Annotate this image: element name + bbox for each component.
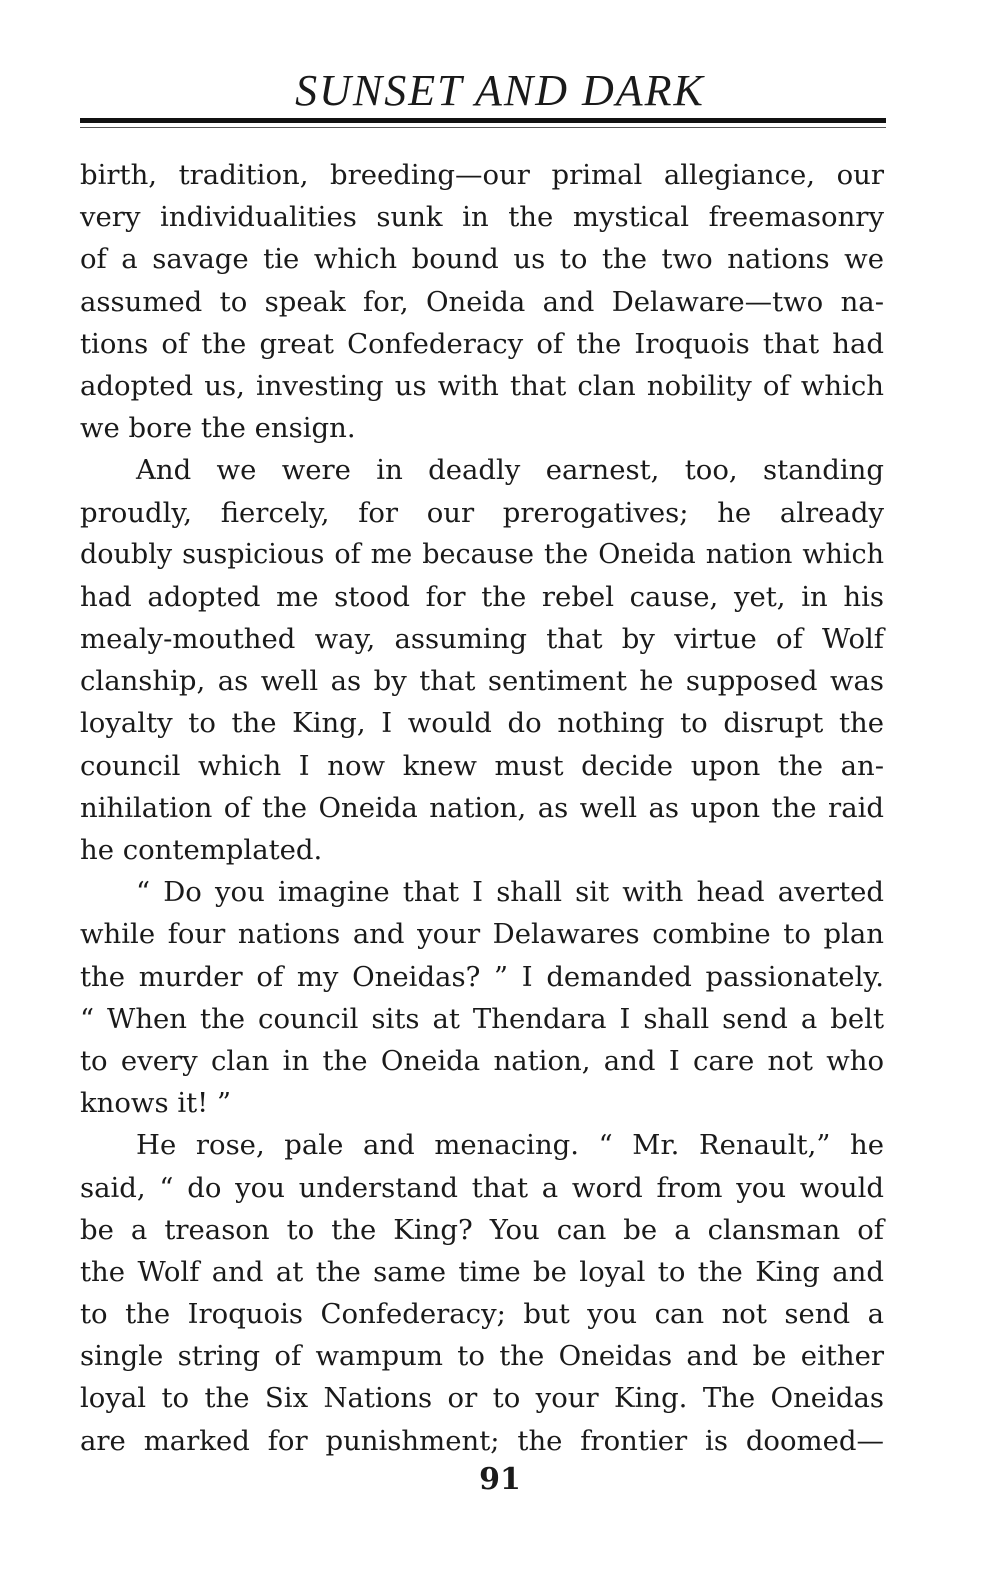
text-line: to every clan in the Oneida nation, and I care not who xyxy=(80,1044,884,1077)
text-line: doubly suspicious of me because the Oneida nation which xyxy=(80,538,884,570)
text-line: assumed to speak for, Oneida and Delaware—two na- xyxy=(80,285,884,318)
text-line: mealy-mouthed way, assuming that by virtue of Wolf xyxy=(80,623,884,656)
text-line: loyal to the Six Nations or to your King. The Oneidas xyxy=(80,1382,884,1415)
text-line: we bore the ensign. xyxy=(80,412,356,445)
text-line: the Wolf and at the same time be loyal to the King and xyxy=(80,1255,884,1288)
text-line: birth, tradition, breeding—our primal allegiance, our xyxy=(80,159,884,191)
text-line: had adopted me stood for the rebel cause, yet, in his xyxy=(80,580,884,613)
running-head: SUNSET AND DARK xyxy=(295,66,705,115)
text-line: the murder of my Oneidas? ” I demanded passionately. xyxy=(80,960,884,993)
text-line: while four nations and your Delawares combine to plan xyxy=(80,918,884,951)
text-line: “ When the council sits at Thendara I shall send a belt xyxy=(80,1002,884,1035)
body-text xyxy=(80,154,884,1462)
header-rule-thin xyxy=(80,127,886,128)
text-line: He rose, pale and menacing. “ Mr. Renault,” he xyxy=(136,1129,884,1162)
text-line: “ Do you imagine that I shall sit with head averted xyxy=(136,876,884,909)
page-number: 91 xyxy=(479,1462,521,1497)
text-line: council which I now knew must decide upon the an- xyxy=(80,749,884,782)
header-rule-thick xyxy=(80,118,886,123)
text-line: be a treason to the King? You can be a clansman of xyxy=(80,1213,884,1246)
text-line: nihilation of the Oneida nation, as well as upon the raid xyxy=(80,791,884,824)
text-line: said, “ do you understand that a word from you would xyxy=(80,1171,884,1204)
text-line: clanship, as well as by that sentiment he supposed was xyxy=(80,665,884,698)
text-line: proudly, fiercely, for our prerogatives; he already xyxy=(80,496,884,529)
text-line: knows it! ” xyxy=(80,1087,232,1120)
text-line: loyalty to the King, I would do nothing to disrupt the xyxy=(80,707,884,740)
text-line: adopted us, investing us with that clan nobility of which xyxy=(80,369,884,402)
text-line: very individualities sunk in the mystical freemasonry xyxy=(80,201,884,234)
text-line: single string of wampum to the Oneidas and be either xyxy=(80,1340,884,1373)
text-line: to the Iroquois Confederacy; but you can not send a xyxy=(80,1298,884,1331)
text-line: of a savage tie which bound us to the two nations we xyxy=(80,243,884,276)
text-line: are marked for punishment; the frontier is doomed— xyxy=(80,1424,884,1457)
text-line: And we were in deadly earnest, too, standing xyxy=(136,454,884,487)
text-line: he contemplated. xyxy=(80,834,323,866)
text-line: tions of the great Confederacy of the Iroquois that had xyxy=(80,327,884,360)
